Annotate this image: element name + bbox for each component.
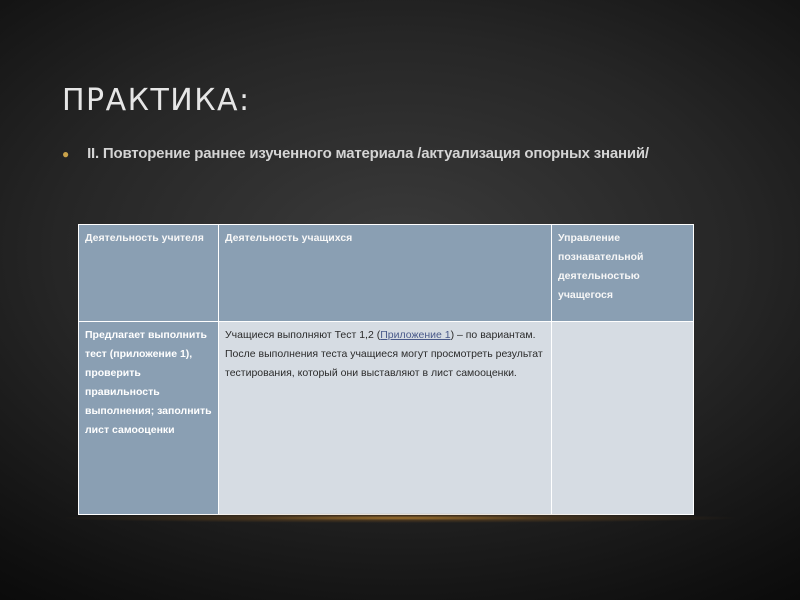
table-header-row [79, 225, 694, 322]
student-activity-text-end: ) – по вариантам. После выполнения теста учащиеся могут просмотреть результат тестирования, который они выставляют в лист самооценки. [225, 329, 543, 379]
appendix-link[interactable]: Приложение 1 [380, 329, 451, 341]
bullet-dot-icon: ● [62, 146, 70, 161]
student-activity-text-start: Учащиеся выполняют Тест 1,2 ( [225, 329, 381, 341]
cell-teacher-activity: Предлагает выполнить тест (приложение 1), проверить правильность выполнения; заполнить лист самооценки [79, 322, 219, 515]
table-row [79, 322, 694, 515]
activity-table [78, 224, 694, 515]
cell-management [552, 322, 694, 515]
header-management: Управление познавательной деятельностью учащегося [552, 225, 694, 322]
bullet-item [62, 145, 649, 162]
bullet-text: II. Повторение раннее изученного материала /актуализация опорных знаний/ [87, 145, 649, 162]
slide-title: ПРАКТИКА: [62, 83, 251, 118]
decorative-glow-line [60, 513, 740, 523]
header-teacher-activity: Деятельность учителя [79, 225, 219, 322]
header-student-activity: Деятельность учащихся [219, 225, 552, 322]
cell-student-activity [219, 322, 552, 515]
